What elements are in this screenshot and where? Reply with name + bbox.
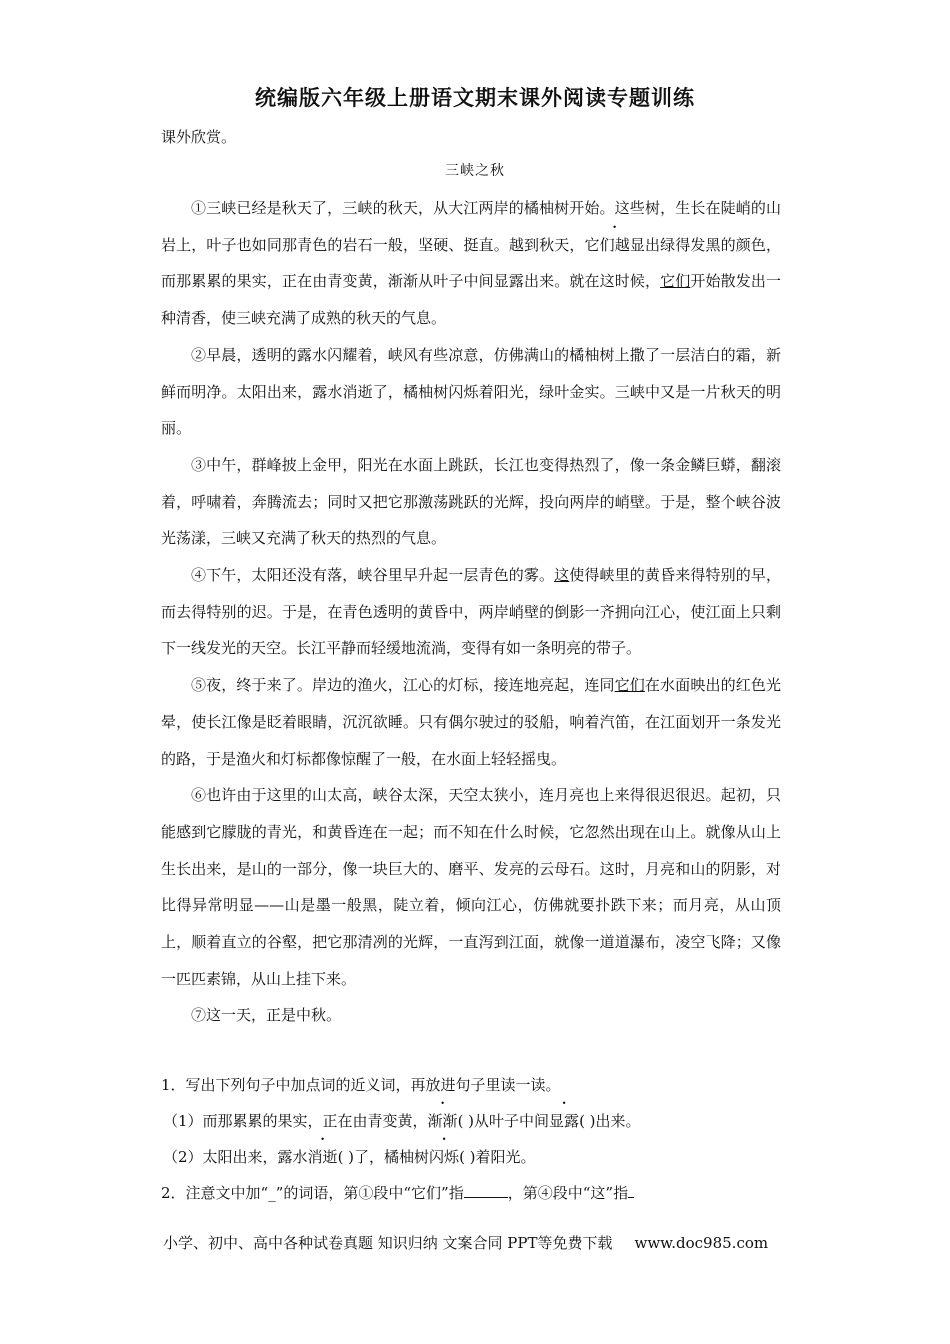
question-1-item-2 (161, 1139, 781, 1175)
paragraph-1-text-c: 开始散发出一种清香，使三峡充满了成熟的秋天的气息。 (161, 272, 781, 328)
q1-2-blank-b[interactable]: ( )着阳光。 (459, 1148, 536, 1166)
underlined-word-tamen-b: 它们 (660, 272, 691, 291)
footer (163, 1232, 768, 1253)
q1-1-text-a: （1）而那累累的果实，正在由青变黄， (163, 1112, 428, 1130)
passage-body (161, 190, 781, 1034)
q1-1-blank-b[interactable]: ( )出来。 (579, 1112, 641, 1130)
paragraph-5 (161, 667, 781, 777)
question-1: 1．写出下列句子中加点词的近义词，再放进句子里读一读。 (161, 1076, 561, 1094)
dotted-word-xianlu: 显露 (549, 1112, 580, 1130)
passage-title: 三峡之秋 (445, 163, 505, 179)
paragraph-7: ⑦这一天，正是中秋。 (191, 1006, 342, 1025)
paragraph-4 (161, 557, 781, 667)
underlined-word-tamen-c: 它们 (614, 676, 645, 695)
document-title: 统编版六年级上册语文期末课外阅读专题训练 (255, 86, 695, 110)
paragraph-6: ⑥也许由于这里的山太高，峡谷太深，天空太狭小，连月亮也上来得很迟很迟。起初，只能感到它朦胧的青光，和黄昏连在一起；而不知在什么时候，它忽然出现在山上。就像从山上生长出来，是山的一部分，像一块巨大的、磨平、发亮的云母石。这时，月亮和山的阴影，对比得异常明显——山是墨一般黑，陡立着，倾向江心，仿佛就要扑跌下来；而月亮，从山顶上，顺着直立的谷壑，把它那清冽的光辉，一直泻到江面，就像一道道瀑布，凌空飞降；又像一匹匹素锦，从山上挂下来。 (161, 786, 781, 988)
answer-blank-2[interactable] (628, 1183, 634, 1198)
dotted-word-xiaoshi: 消逝 (307, 1148, 338, 1166)
answer-blank-1[interactable] (464, 1183, 508, 1198)
q1-1-blank-a[interactable]: ( )从叶子中间 (457, 1112, 550, 1130)
intro-text: 课外欣赏。 (161, 128, 237, 146)
paragraph-5-text-b: 在水面映出的红色光晕，使长江像是眨着眼睛，沉沉欲睡。只有偶尔驶过的驳船，响着汽笛，在江面划开一条发光的路，于是渔火和灯标都像惊醒了一般，在水面上轻轻摇曳。 (161, 676, 781, 768)
questions-section (161, 1067, 781, 1211)
paragraph-4-text-a: ④下午，太阳还没有落，峡谷里早升起一层青色的雾。 (191, 566, 555, 585)
paragraph-1-text-b: 越显出绿得发黑的颜色，而那累累的果实，正在由青变黄，渐渐从叶子中间显露出来。就在这时候， (161, 235, 781, 291)
paragraph-4-text-b: 使得峡里的黄昏来得特别的早，而去得特别的迟。于是，在青色透明的黄昏中，两岸峭壁的倒影一齐拥向江心，使江面上只剩下一线发光的天空。长江平静而轻缓地流淌，变得有如一条明亮的带子。 (161, 566, 781, 658)
dotted-word-jianjian: 渐渐 (427, 1112, 458, 1130)
q1-2-blank-a[interactable]: ( )了，橘柚树 (337, 1148, 430, 1166)
q2-text-b: ，第④段中“这”指 (507, 1184, 629, 1202)
underlined-word-zhe: 这 (554, 566, 570, 585)
paragraph-5-text-a: ⑤夜，终于来了。岸边的渔火，江心的灯标，接连地亮起，连同 (191, 676, 615, 695)
q1-2-text-a: （2）太阳出来，露水 (163, 1148, 308, 1166)
footer-text: 小学、初中、高中各种试卷真题 知识归纳 文案合同 PPT等免费下载 (163, 1234, 613, 1252)
dotted-word-shanshuo: 闪烁 (429, 1148, 460, 1166)
paragraph-2: ②早晨，透明的露水闪耀着，峡风有些凉意，仿佛满山的橘柚树上撒了一层洁白的霜，新鲜而明净。太阳出来，露水消逝了，橘柚树闪烁着阳光，绿叶金实。三峡中又是一片秋天的明丽。 (161, 345, 781, 438)
footer-url[interactable]: www.doc985.com (634, 1234, 769, 1252)
dotted-word-tamen-a: 它们 (584, 235, 615, 254)
paragraph-1 (161, 190, 781, 337)
paragraph-1-text-a: ①三峡已经是秋天了，三峡的秋天，从大江两岸的橘柚树开始。这些树，生长在陡峭的山岩上，叶子也如同那青色的岩石一般，坚硬、挺直。越到秋天， (161, 199, 781, 254)
q2-text-a: 2．注意文中加“_”的词语，第①段中“它们”指 (161, 1184, 464, 1202)
question-2 (161, 1175, 781, 1211)
paragraph-3: ③中午，群峰披上金甲，阳光在水面上跳跃，长江也变得热烈了，像一条金鳞巨蟒，翻滚着，呼啸着，奔腾流去；同时又把它那激荡跳跃的光辉，投向两岸的峭壁。于是，整个峡谷波光荡漾，三峡又充满了秋天的热烈的气息。 (161, 455, 781, 548)
question-1-item-1 (161, 1103, 781, 1139)
